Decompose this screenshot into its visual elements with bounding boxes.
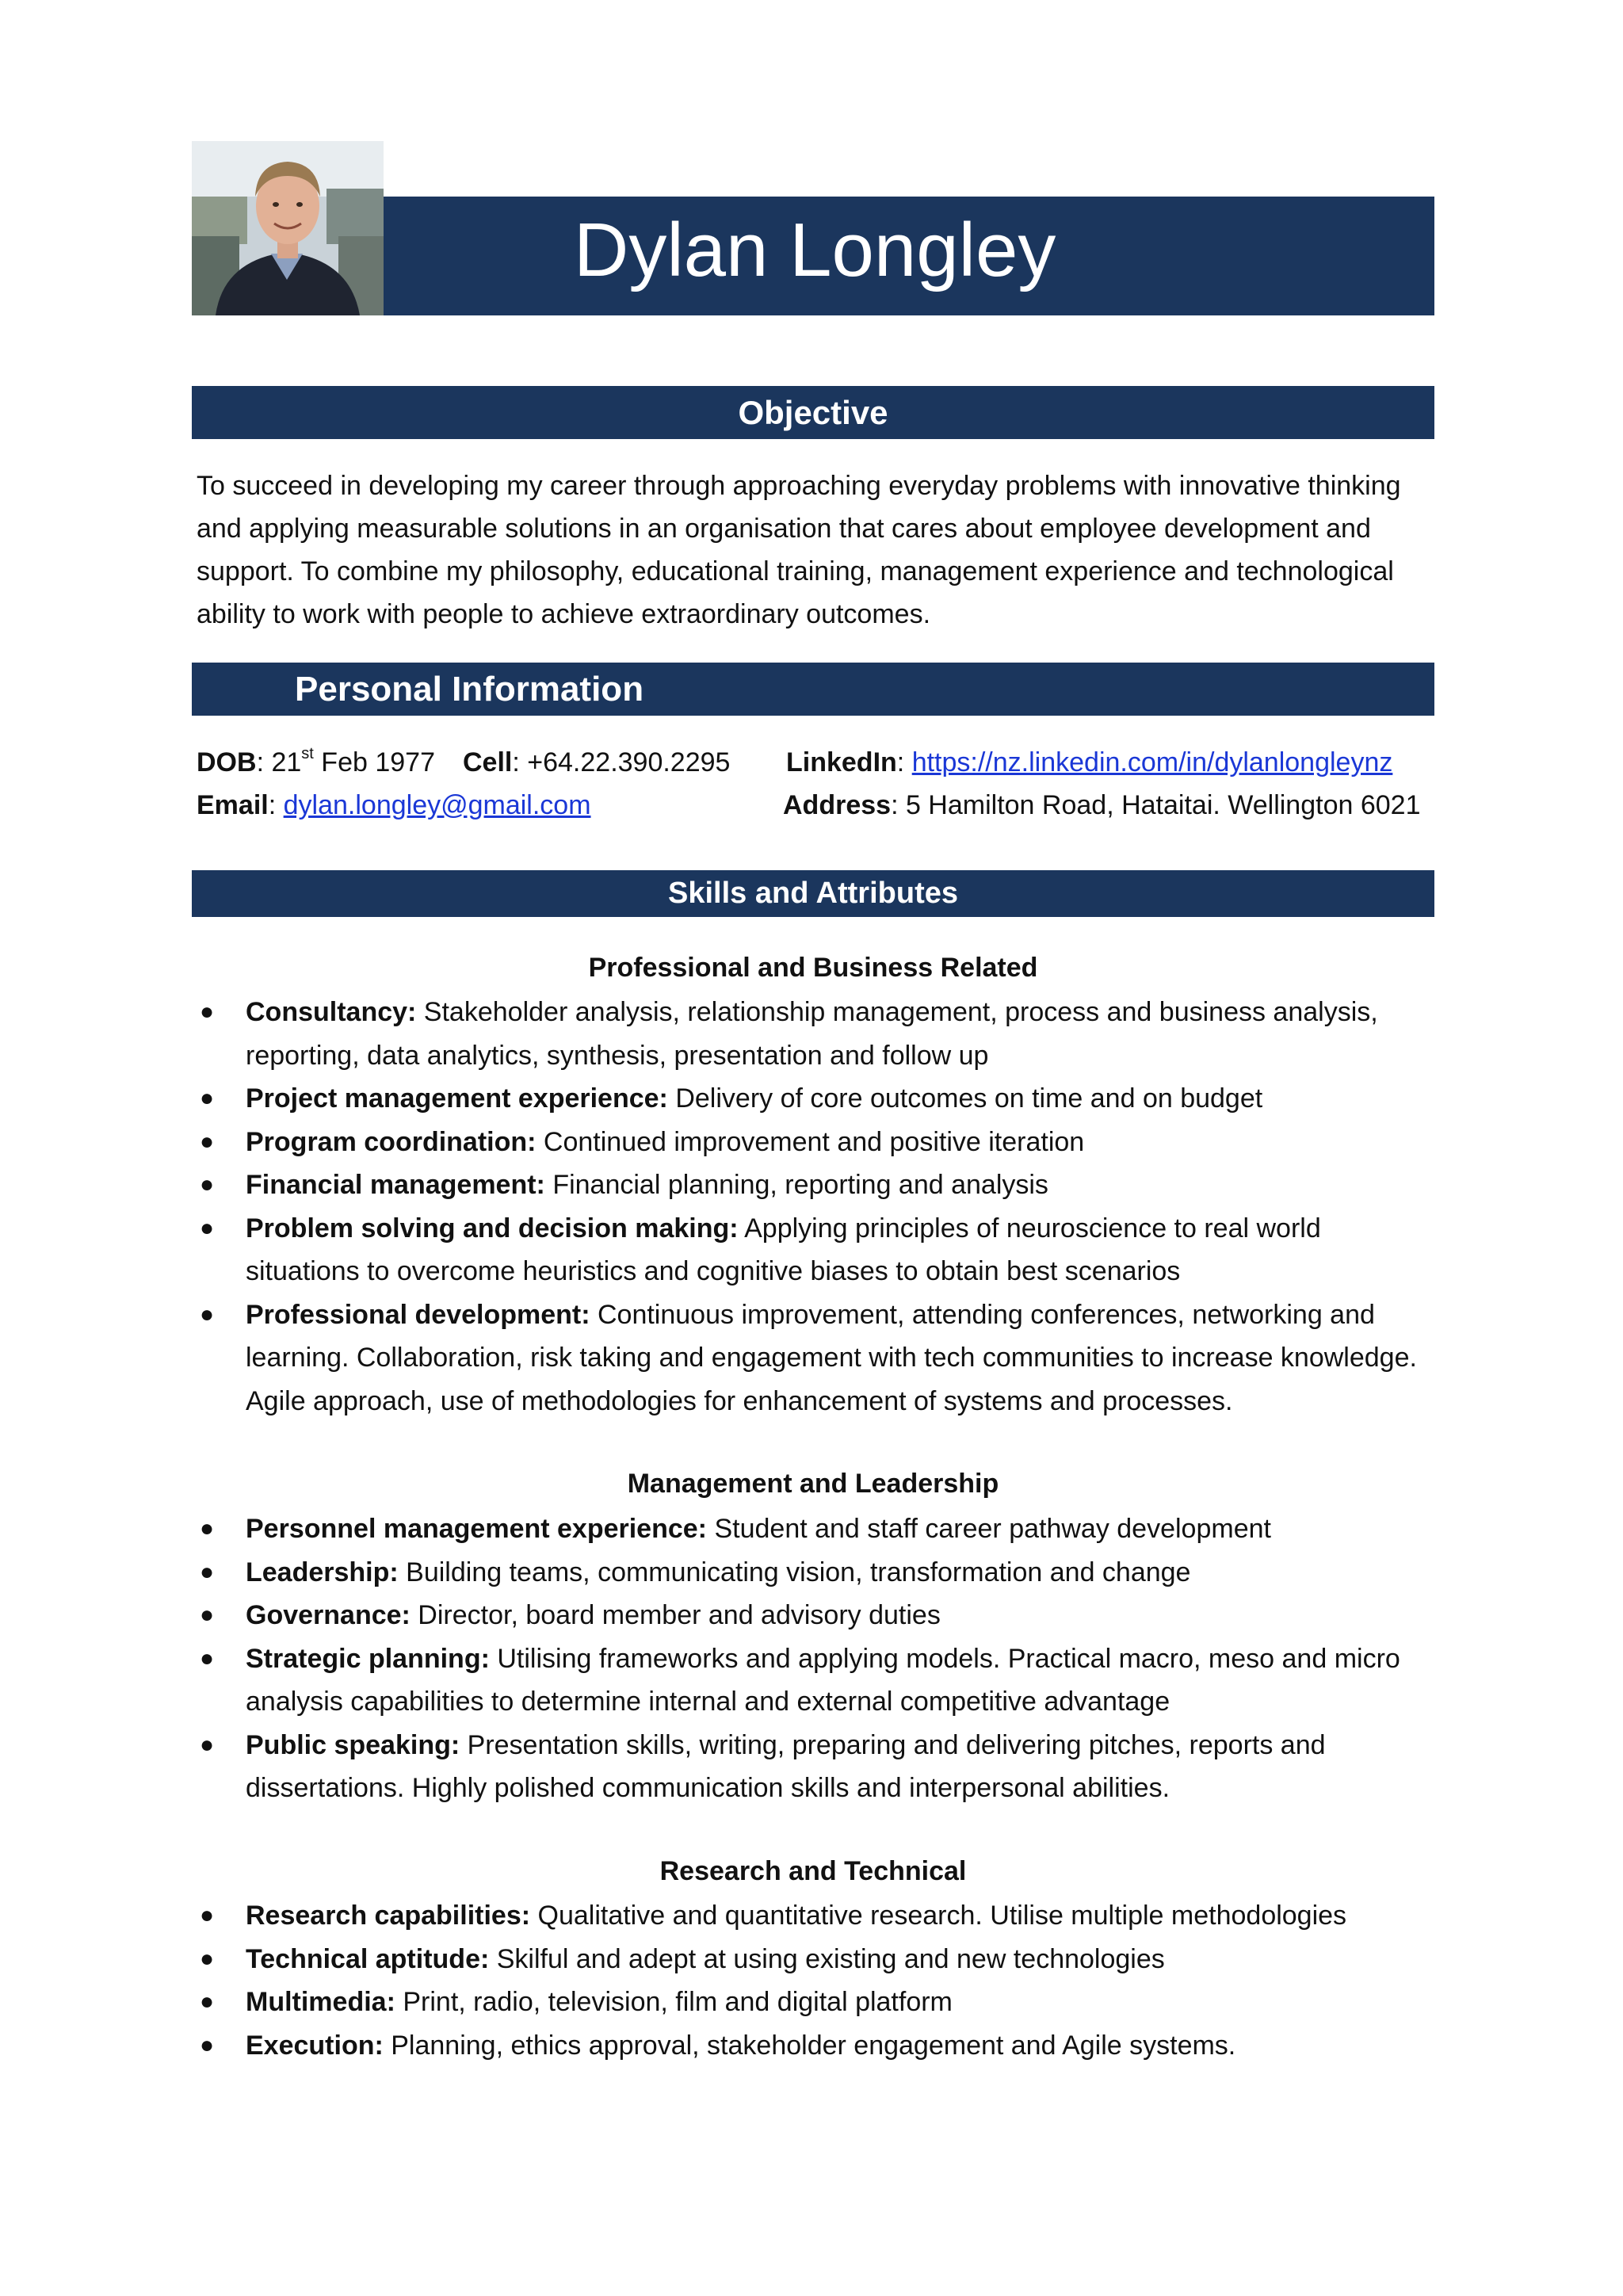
skill-label: Financial management: bbox=[246, 1170, 545, 1200]
skill-label: Personnel management experience: bbox=[246, 1514, 708, 1544]
skill-label: Project management experience: bbox=[246, 1083, 668, 1114]
list-item bbox=[197, 1507, 1433, 1551]
dob-label: DOB bbox=[197, 747, 257, 777]
bullet-icon: ● bbox=[200, 1214, 215, 1241]
email-label: Email bbox=[197, 790, 269, 820]
skill-list-research bbox=[197, 1894, 1433, 2067]
skill-text: Continued improvement and positive iteration bbox=[536, 1126, 1085, 1157]
address-value: : 5 Hamilton Road, Hataitai. Wellington 6021 bbox=[891, 790, 1421, 820]
skill-text: Utilising frameworks and applying models. Practical macro, meso and micro analysis capabilities to determine internal and external competitive advantage bbox=[246, 1643, 1400, 1717]
address-label: Address bbox=[783, 790, 892, 820]
list-item bbox=[197, 1077, 1433, 1121]
bullet-icon: ● bbox=[200, 1085, 215, 1111]
skill-label: Consultancy: bbox=[246, 997, 417, 1027]
objective-header bbox=[192, 386, 1434, 439]
list-item bbox=[197, 1637, 1433, 1724]
dob-rest: Feb 1977 bbox=[313, 747, 435, 777]
dob-field: DOB: 21st Feb 1977 bbox=[197, 744, 435, 777]
skill-label: Leadership: bbox=[246, 1557, 399, 1587]
cell-value: : +64.22.390.2295 bbox=[512, 747, 731, 777]
list-item bbox=[197, 1163, 1433, 1207]
skill-text: Planning, ethics approval, stakeholder engagement and Agile systems. bbox=[383, 2030, 1236, 2061]
bullet-icon: ● bbox=[200, 1902, 215, 1928]
bullet-icon: ● bbox=[200, 1128, 215, 1155]
profile-photo bbox=[192, 141, 384, 315]
skill-label: Program coordination: bbox=[246, 1126, 537, 1157]
list-item bbox=[197, 1894, 1433, 1938]
list-item bbox=[197, 1594, 1433, 1637]
bullet-icon: ● bbox=[200, 1515, 215, 1541]
bullet-icon: ● bbox=[200, 2031, 215, 2058]
skill-label: Technical aptitude: bbox=[246, 1943, 490, 1974]
objective-title: Objective bbox=[738, 394, 888, 431]
bullet-icon: ● bbox=[200, 1171, 215, 1198]
list-item bbox=[197, 1724, 1433, 1810]
skill-text: Print, radio, television, film and digital platform bbox=[395, 1987, 953, 2017]
skill-list-management bbox=[197, 1507, 1433, 1810]
email-field: Email: dylan.longley@gmail.com bbox=[197, 790, 591, 820]
linkedin-field: LinkedIn: https://nz.linkedin.com/in/dylanlongleynz bbox=[786, 747, 1393, 777]
list-item bbox=[197, 1293, 1433, 1423]
skill-text: Applying principles of neuroscience to real world situations to overcome heuristics and cognitive biases to obtain best scenarios bbox=[246, 1213, 1321, 1286]
group-heading-professional: Professional and Business Related bbox=[588, 953, 1038, 983]
list-item bbox=[197, 991, 1433, 1077]
skill-label: Governance: bbox=[246, 1600, 411, 1630]
skill-label: Professional development: bbox=[246, 1299, 590, 1330]
personal-info-header bbox=[192, 663, 1434, 716]
linkedin-link[interactable]: https://nz.linkedin.com/in/dylanlongleynz bbox=[911, 747, 1393, 777]
skill-text: Skilful and adept at using existing and new technologies bbox=[489, 1943, 1165, 1974]
list-item bbox=[197, 1121, 1433, 1164]
linkedin-label: LinkedIn bbox=[786, 747, 897, 777]
list-item bbox=[197, 1938, 1433, 1981]
group-heading-research: Research and Technical bbox=[659, 1856, 967, 1886]
address-field bbox=[783, 788, 1420, 823]
skill-text: Financial planning, reporting and analysis bbox=[544, 1170, 1048, 1200]
skill-text: Continuous improvement, attending conferences, networking and learning. Collaboration, risk taking and engagement with tech communities to increase knowledge. Agile approach, use of methodologies for enhancement of systems and processes. bbox=[246, 1299, 1417, 1416]
skill-label: Strategic planning: bbox=[246, 1643, 490, 1674]
personal-info-title: Personal Information bbox=[295, 670, 644, 709]
skill-text: Building teams, communicating vision, transformation and change bbox=[398, 1557, 1191, 1587]
skills-title: Skills and Attributes bbox=[668, 877, 958, 910]
cell-field bbox=[463, 745, 730, 780]
dob-suffix: st bbox=[301, 744, 314, 762]
candidate-name: Dylan Longley bbox=[574, 208, 1056, 292]
bullet-icon: ● bbox=[200, 1988, 215, 2015]
bullet-icon: ● bbox=[200, 999, 215, 1025]
dob-day: 21 bbox=[271, 747, 302, 777]
skill-text: Student and staff career pathway development bbox=[707, 1514, 1271, 1544]
bullet-icon: ● bbox=[200, 1645, 215, 1671]
skill-label: Research capabilities: bbox=[246, 1901, 531, 1931]
skill-label: Problem solving and decision making: bbox=[246, 1213, 739, 1244]
bullet-icon: ● bbox=[200, 1945, 215, 1972]
list-item bbox=[197, 1981, 1433, 2024]
list-item bbox=[197, 2024, 1433, 2068]
skill-label: Multimedia: bbox=[246, 1987, 395, 2017]
bullet-icon: ● bbox=[200, 1731, 215, 1758]
bullet-icon: ● bbox=[200, 1602, 215, 1628]
list-item bbox=[197, 1551, 1433, 1595]
bullet-icon: ● bbox=[200, 1558, 215, 1585]
skill-text: Delivery of core outcomes on time and on budget bbox=[667, 1083, 1263, 1114]
email-link[interactable]: dylan.longley@gmail.com bbox=[283, 790, 591, 820]
skill-text: Presentation skills, writing, preparing and delivering pitches, reports and dissertations. Highly polished communication skills and interpersonal abilities. bbox=[246, 1729, 1326, 1803]
objective-text: To succeed in developing my career through approaching everyday problems with innovative thinking and applying measurable solutions in an organisation that cares about employee development and support. To combine my philosophy, educational training, management experience and technological ability to work with people to achieve extraordinary outcomes. bbox=[197, 471, 1401, 629]
cell-label: Cell bbox=[463, 747, 513, 777]
skill-text: Qualitative and quantitative research. Utilise multiple methodologies bbox=[530, 1901, 1347, 1931]
skill-label: Public speaking: bbox=[246, 1729, 460, 1760]
skill-text: Director, board member and advisory duties bbox=[410, 1600, 941, 1630]
list-item bbox=[197, 1207, 1433, 1293]
skills-header bbox=[192, 870, 1434, 917]
bullet-icon: ● bbox=[200, 1301, 215, 1328]
skill-label: Execution: bbox=[246, 2030, 384, 2061]
group-heading-management: Management and Leadership bbox=[627, 1469, 999, 1499]
skill-list-professional bbox=[197, 991, 1433, 1423]
skill-text: Stakeholder analysis, relationship management, process and business analysis, reporting, data analytics, synthesis, presentation and follow up bbox=[246, 997, 1378, 1071]
